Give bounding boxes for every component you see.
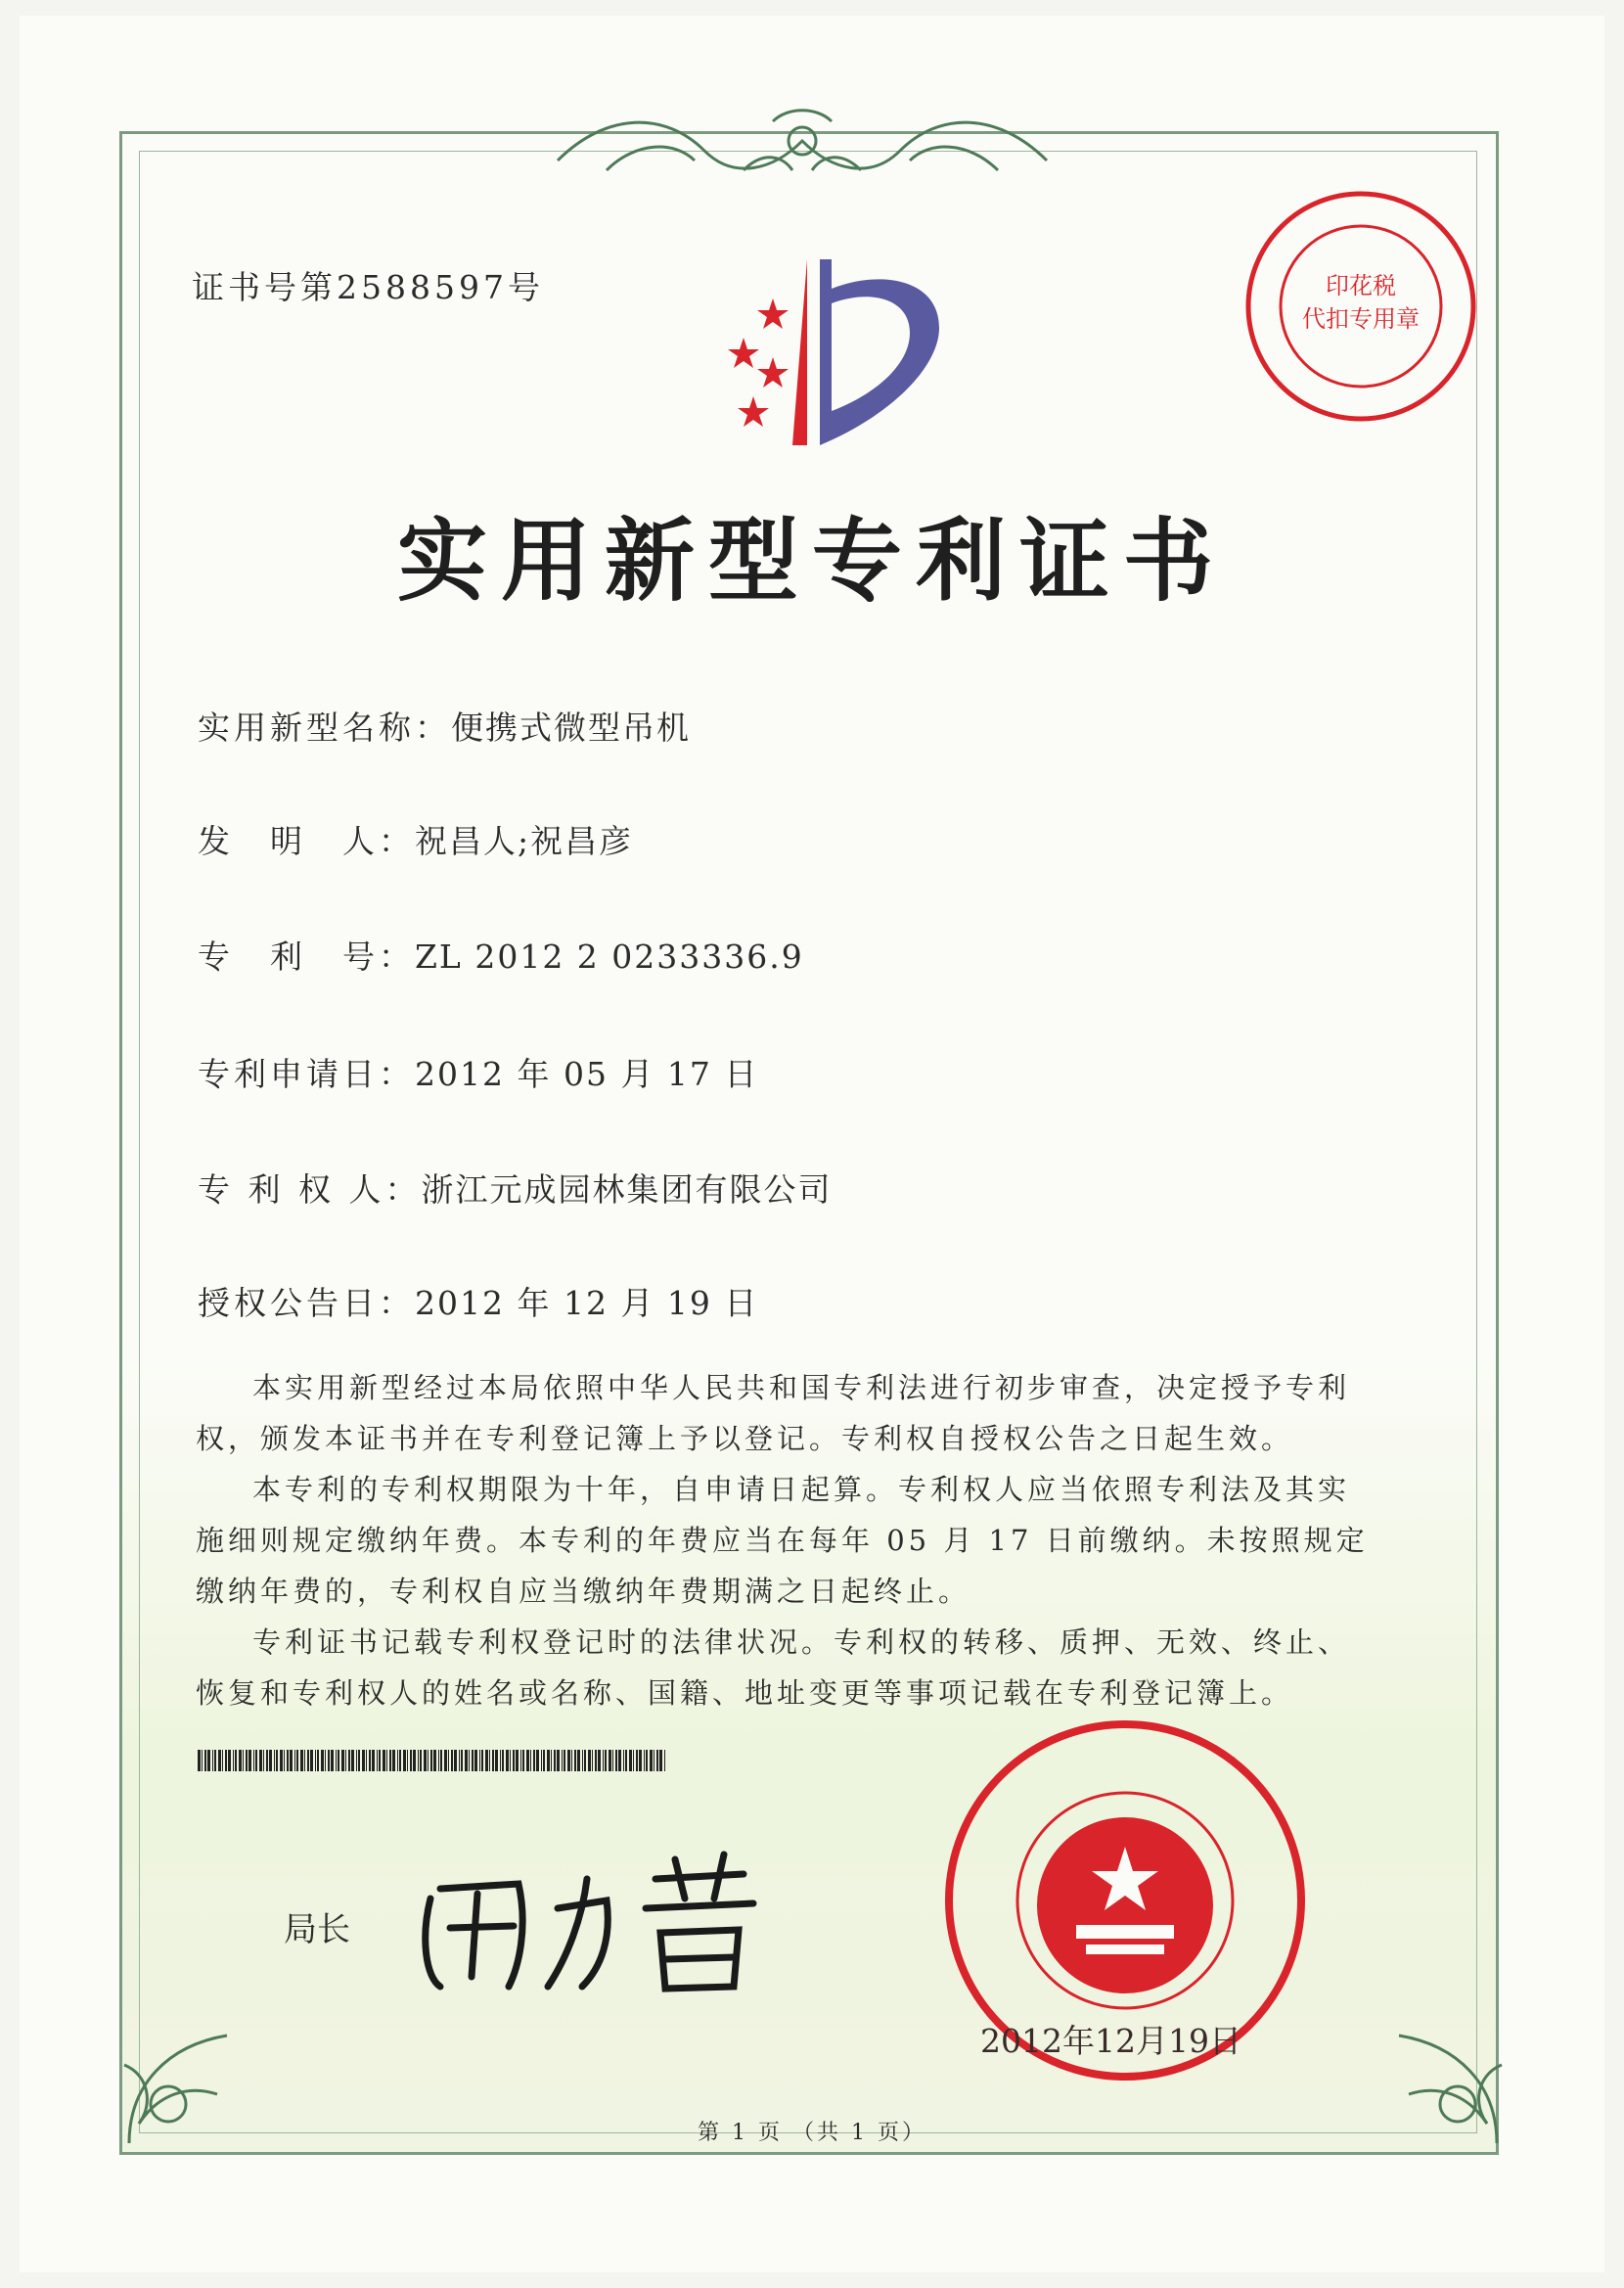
field-value: 祝昌人;祝昌彦 xyxy=(415,822,634,860)
field-value: 2012 年 05 月 17 日 xyxy=(415,1055,759,1093)
patent-number-field xyxy=(198,932,804,978)
sipo-logo-icon xyxy=(675,250,959,455)
field-label: 发 明 人： xyxy=(198,822,415,860)
patentee-field xyxy=(198,1165,832,1211)
certificate-body xyxy=(196,1362,1370,1718)
page-number: 第 1 页 （共 1 页） xyxy=(698,2121,926,2145)
filing-date-field xyxy=(198,1049,758,1095)
certificate-number: 证书号第2588597号 xyxy=(192,268,544,306)
field-value: 浙江元成园林集团有限公司 xyxy=(421,1170,833,1209)
barcode xyxy=(198,1750,667,1771)
field-value: 2012 年 12 月 19 日 xyxy=(415,1284,759,1322)
field-label: 专 利 号： xyxy=(198,938,415,976)
body-paragraph: 本实用新型经过本局依照中华人民共和国专利法进行初步审查，决定授予专利权，颁发本证书并在专利登记簿上予以登记。专利权自授权公告之日起生效。 xyxy=(196,1371,1351,1455)
field-label: 实用新型名称： xyxy=(198,709,451,747)
svg-text:代扣专用章: 代扣专用章 xyxy=(1302,305,1420,333)
tax-seal-stamp xyxy=(1239,184,1483,429)
field-value: 便携式微型吊机 xyxy=(451,709,691,747)
national-emblem-icon xyxy=(1037,1817,1213,1993)
field-value: ZL 2012 2 0233336.9 xyxy=(415,938,804,976)
director-label: 局长 xyxy=(284,1910,350,1949)
page-title: 实用新型专利证书 xyxy=(396,508,1227,614)
field-label: 授权公告日： xyxy=(198,1284,415,1322)
inventor-field xyxy=(198,816,633,862)
floral-ornament-icon xyxy=(548,102,1057,192)
seal-date: 2012年12月19日 xyxy=(980,2022,1241,2060)
body-paragraph: 专利证书记载专利权登记时的法律状况。专利权的转移、质押、无效、终止、恢复和专利权人的姓名或名称、国籍、地址变更等事项记载在专利登记簿上。 xyxy=(196,1625,1351,1710)
utility-model-name-field xyxy=(198,703,691,749)
svg-text:印花税: 印花税 xyxy=(1326,272,1396,299)
body-paragraph: 本专利的专利权期限为十年，自申请日起算。专利权人应当依照专利法及其实施细则规定缴纳年费。本专利的年费应当在每年 05 月 17 日前缴纳。未按照规定缴纳年费的，专利权自应当缴纳年费期满之日起终止。 xyxy=(196,1473,1369,1608)
grant-date-field xyxy=(198,1278,758,1324)
director-signature xyxy=(411,1840,763,1996)
field-label: 专利申请日： xyxy=(198,1055,415,1093)
field-label: 专 利 权 人： xyxy=(198,1170,422,1209)
